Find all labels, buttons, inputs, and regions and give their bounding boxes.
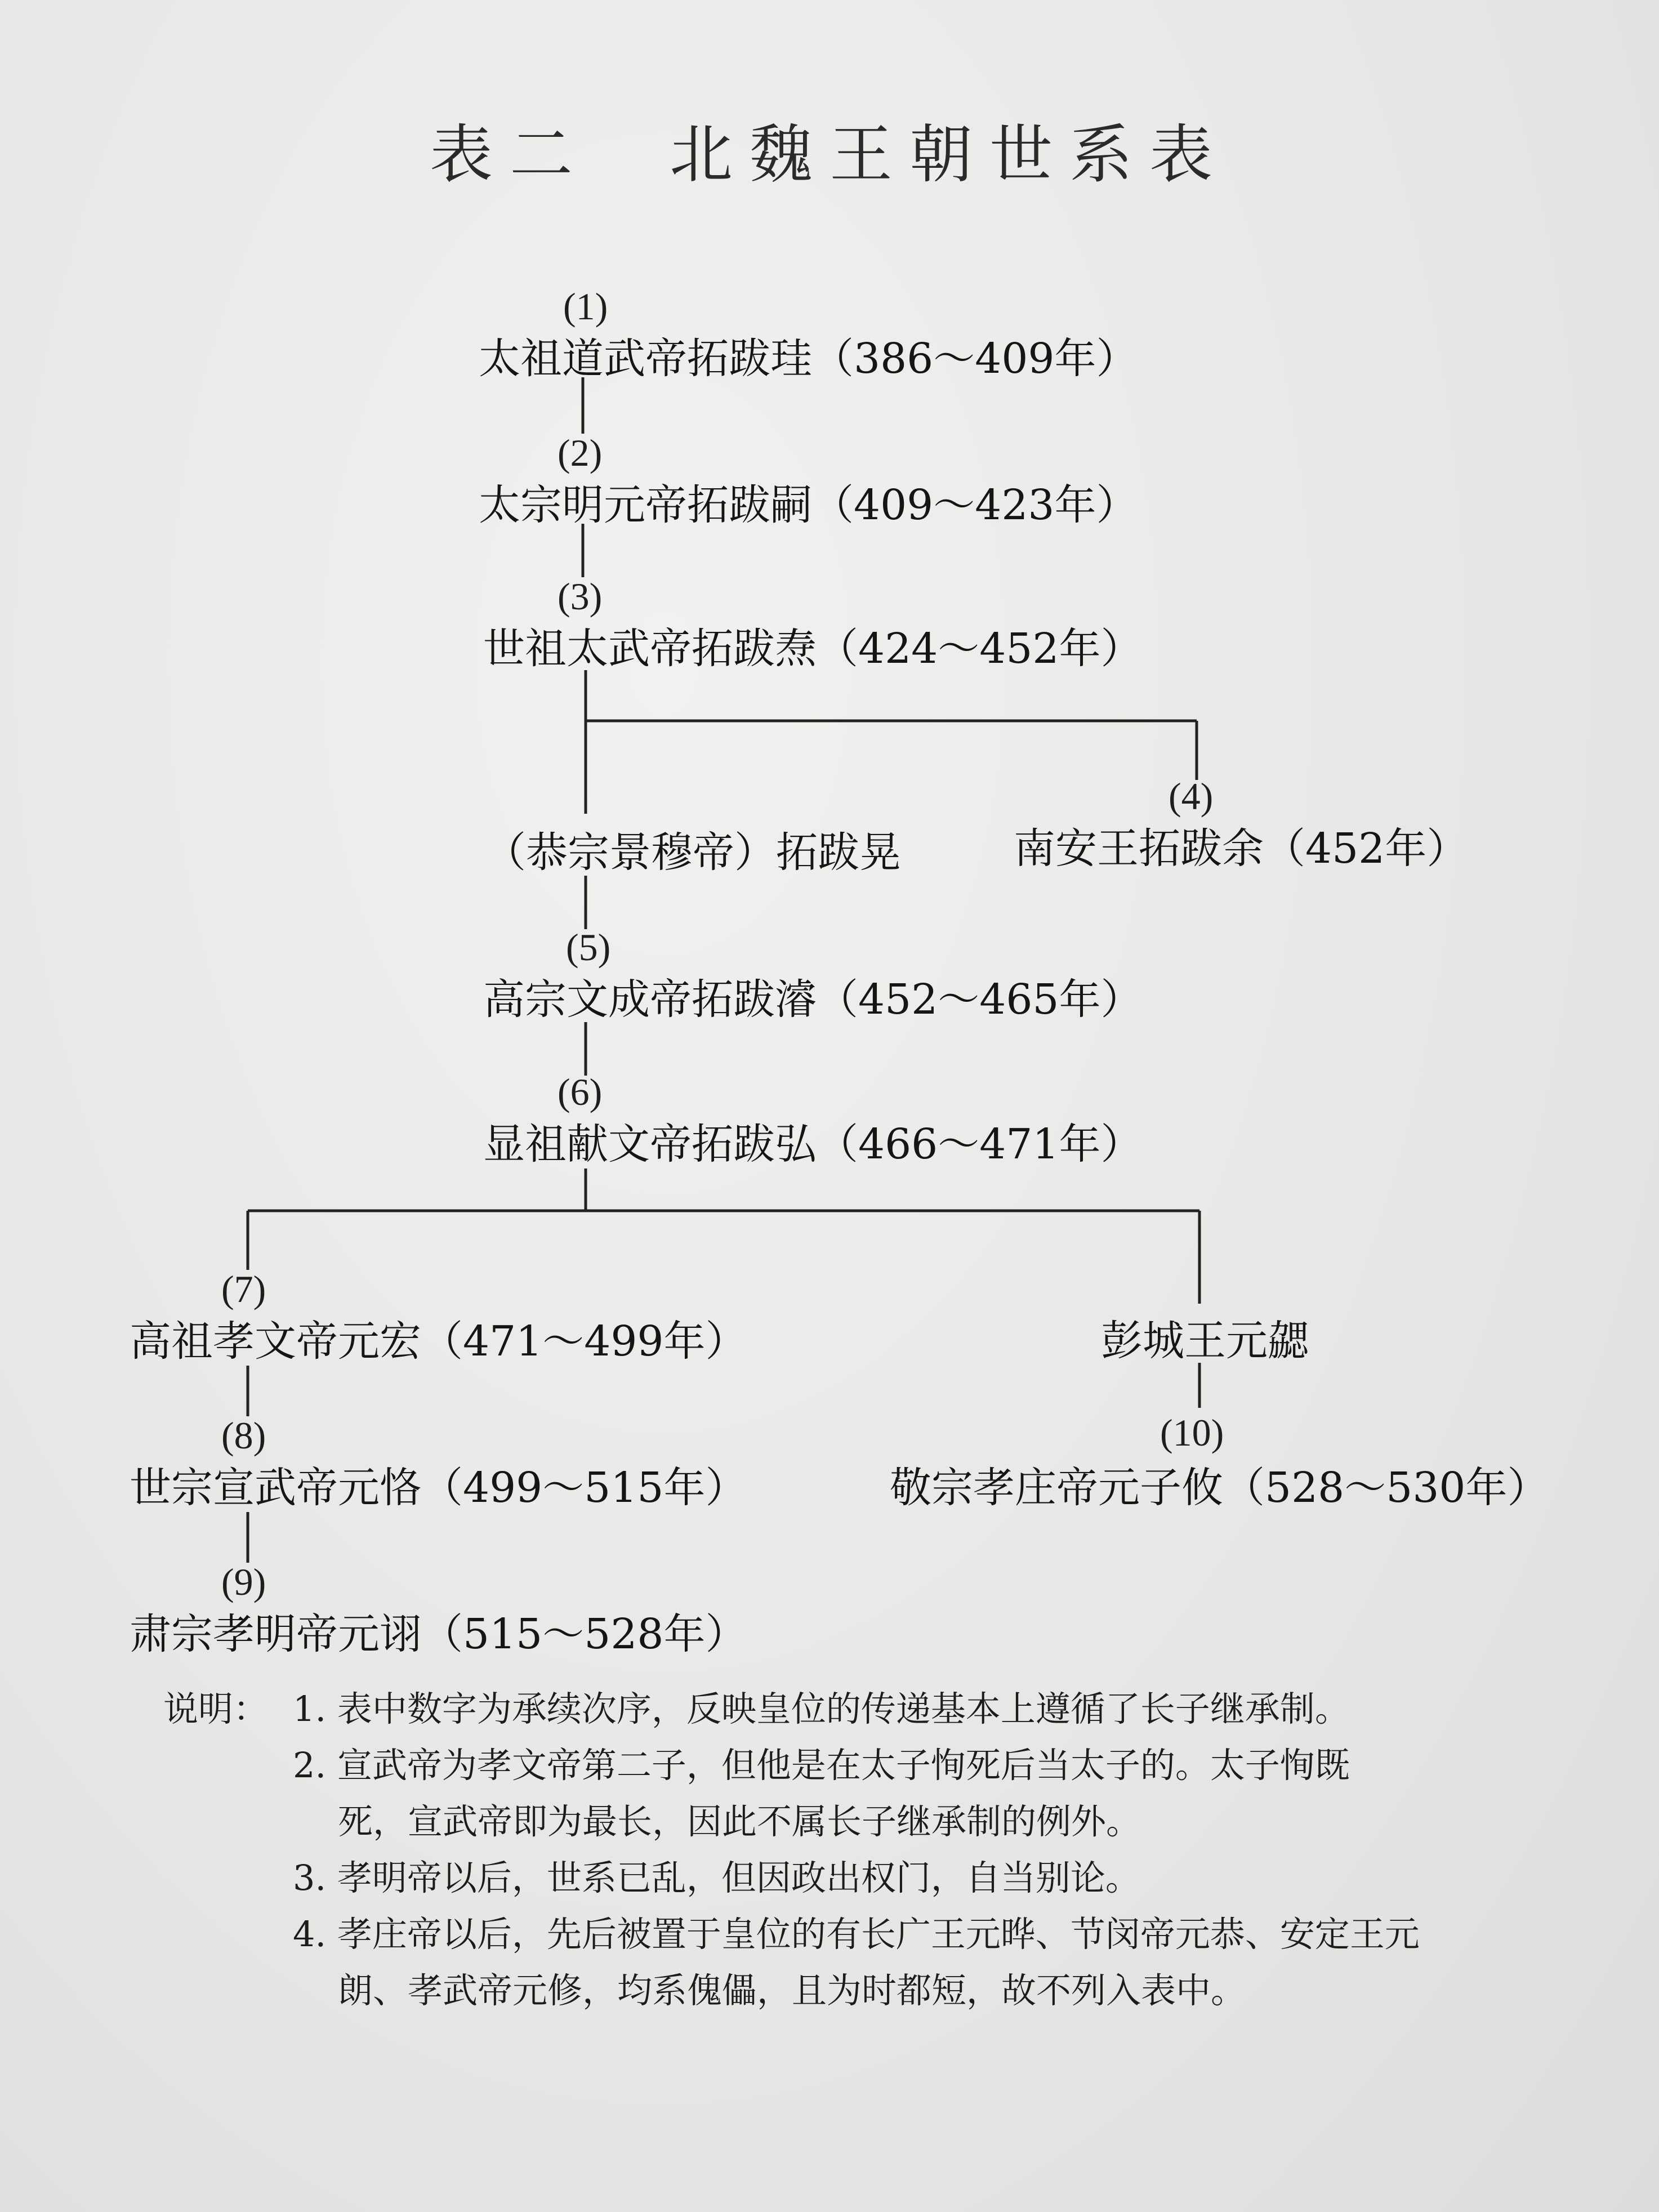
node-10-number: (10): [1160, 1411, 1224, 1454]
node-jingmu-label: （恭宗景穆帝）拓跋晃: [484, 828, 901, 877]
node-5-label: 高宗文成帝拓跋濬（452～465年）: [483, 975, 1143, 1024]
note-item: 1. 表中数字为承续次序，反映皇位的传递基本上遵循了长子继承制。: [293, 1688, 1350, 1729]
node-4-label: 南安王拓跋余（452年）: [1014, 824, 1469, 873]
page-title: 表二 北魏王朝世系表: [430, 118, 1229, 191]
node-9-number: (9): [221, 1560, 266, 1603]
node-6-label: 显祖献文帝拓跋弘（466～471年）: [483, 1120, 1143, 1169]
node-7-number: (7): [221, 1268, 266, 1310]
node-3-label: 世祖太武帝拓跋焘（424～452年）: [483, 625, 1143, 673]
node-pengcheng-label: 彭城王元勰: [1101, 1317, 1309, 1365]
node-8-number: (8): [221, 1414, 266, 1457]
notes-heading: 说明：: [163, 1688, 269, 1729]
node-3-number: (3): [558, 575, 603, 618]
node-10-label: 敬宗孝庄帝元子攸（528～530年）: [890, 1464, 1549, 1512]
node-5-number: (5): [566, 926, 611, 969]
node-1-label: 太祖道武帝拓跋珪（386～409年）: [479, 335, 1138, 383]
note-item: 3. 孝明帝以后，世系已乱，但因政出权门，自当别论。: [293, 1857, 1140, 1898]
node-2-label: 太宗明元帝拓跋嗣（409～423年）: [479, 481, 1138, 529]
note-item-continuation: 朗、孝武帝元修，均系傀儡，且为时都短，故不列入表中。: [338, 1970, 1246, 2011]
node-6-number: (6): [558, 1071, 603, 1113]
note-item: 2. 宣武帝为孝文帝第二子，但他是在太子恂死后当太子的。太子恂既: [293, 1745, 1350, 1786]
node-9-label: 肃宗孝明帝元诩（515～528年）: [130, 1610, 747, 1658]
note-item-continuation: 死，宣武帝即为最长，因此不属长子继承制的例外。: [338, 1801, 1141, 1842]
note-item: 4. 孝庄帝以后，先后被置于皇位的有长广王元晔、节闵帝元恭、安定王元: [293, 1914, 1420, 1955]
node-4-number: (4): [1169, 775, 1214, 818]
node-2-number: (2): [558, 431, 603, 474]
node-7-label: 高祖孝文帝元宏（471～499年）: [130, 1317, 747, 1366]
node-1-number: (1): [563, 285, 608, 328]
node-8-label: 世宗宣武帝元恪（499～515年）: [130, 1464, 747, 1512]
